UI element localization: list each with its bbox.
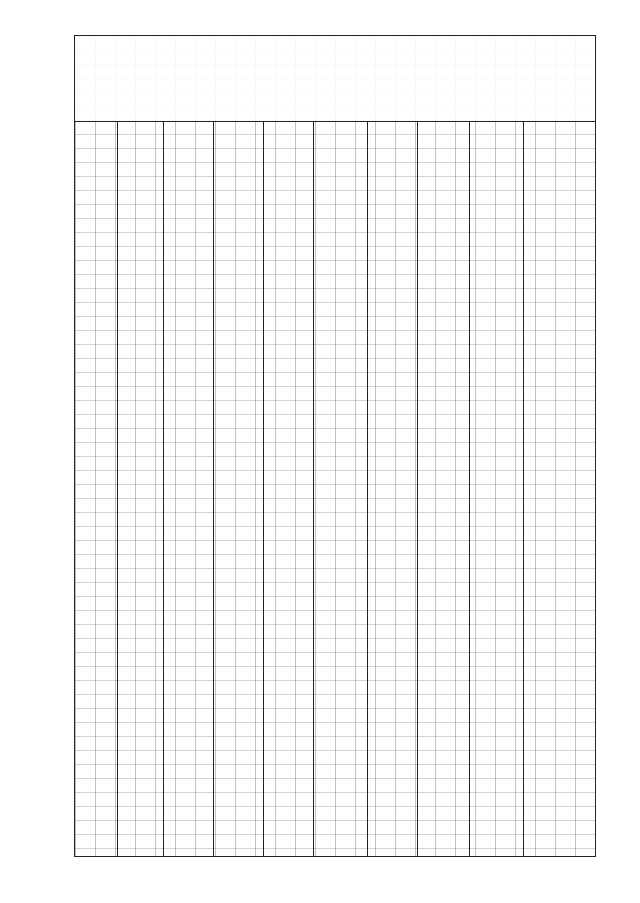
reservoir-water-release-table <box>74 35 596 857</box>
